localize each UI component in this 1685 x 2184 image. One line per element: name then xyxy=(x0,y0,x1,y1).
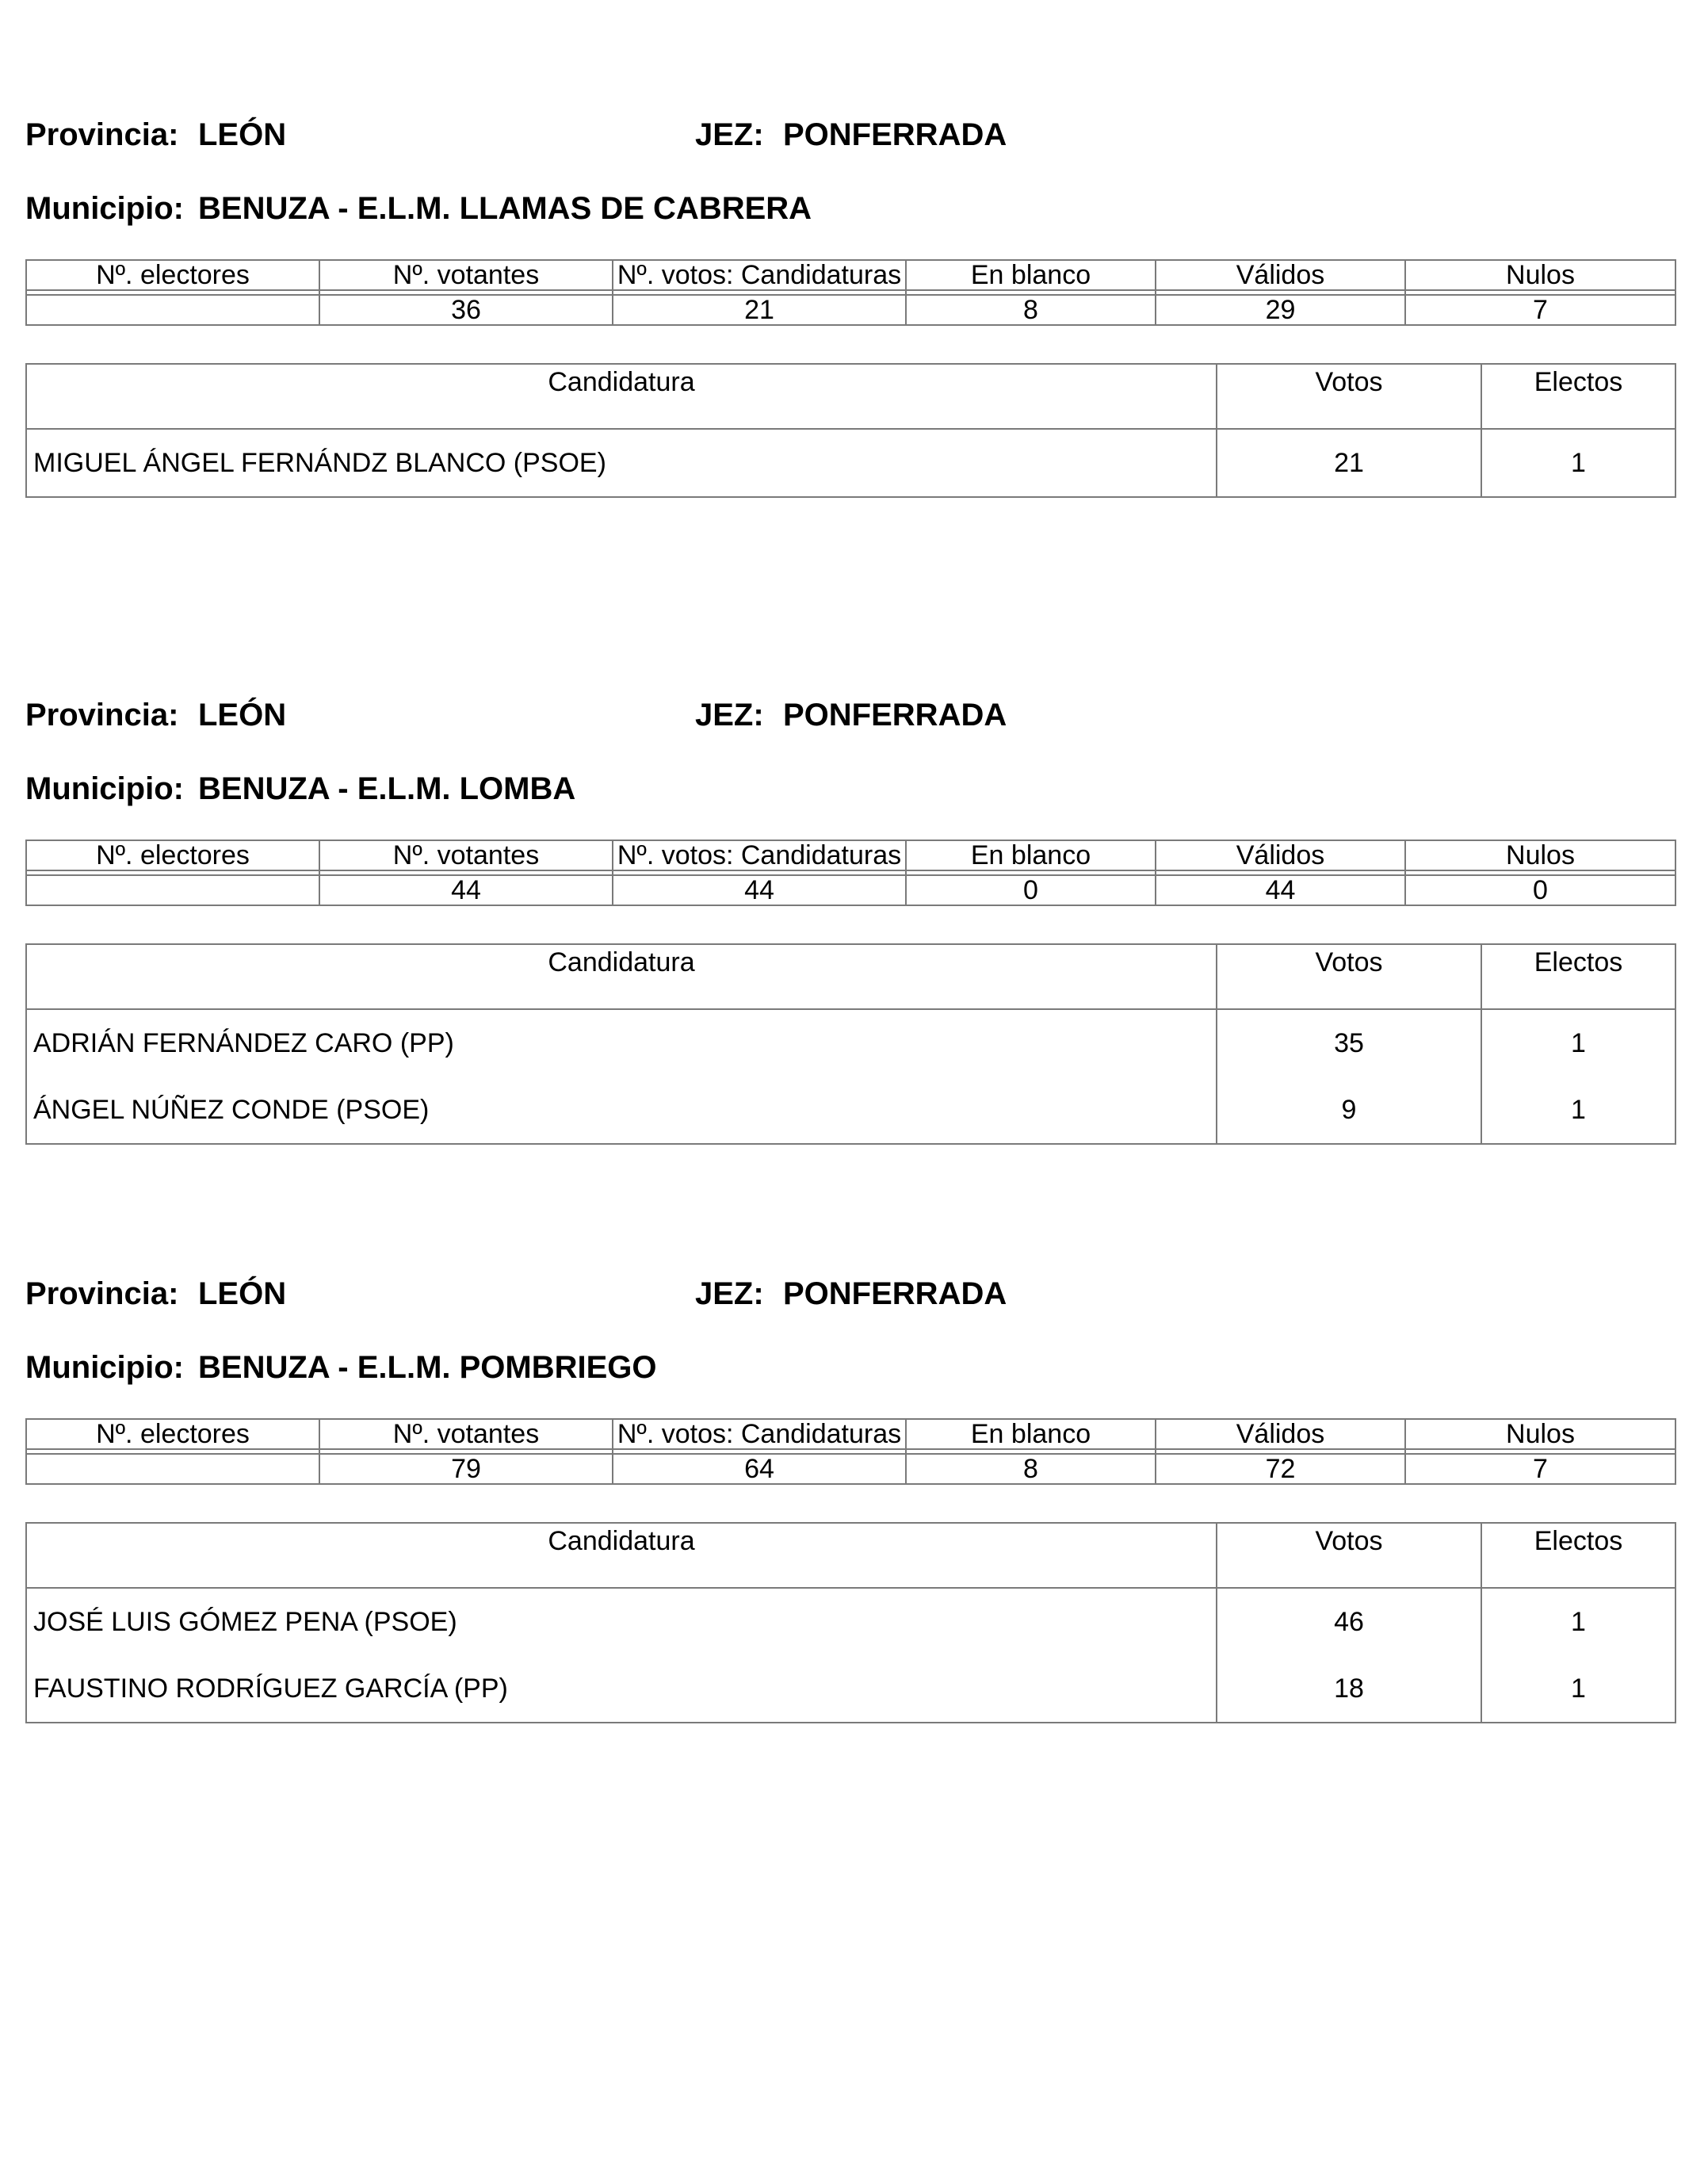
stats-value-votos-candidaturas: 64 xyxy=(613,1454,906,1484)
stats-value-electores xyxy=(26,295,319,325)
candidate-votos: 21 xyxy=(1217,429,1481,497)
stats-value-en-blanco: 8 xyxy=(906,295,1156,325)
stats-header-en-blanco: En blanco xyxy=(906,260,1156,290)
stats-header-validos: Válidos xyxy=(1156,840,1405,870)
stats-value-validos: 44 xyxy=(1156,875,1405,905)
municipality-section xyxy=(0,580,1685,1135)
votos-header: Votos xyxy=(1217,364,1481,429)
stats-table xyxy=(25,1418,1676,1485)
jez-value: PONFERRADA xyxy=(783,1276,1007,1311)
candidate-name: JOSÉ LUIS GÓMEZ PENA (PSOE) xyxy=(26,1588,1217,1655)
jez-label: JEZ: xyxy=(695,117,764,152)
stats-value-votos-candidaturas: 21 xyxy=(613,295,906,325)
candidate-electos: 1 xyxy=(1481,1655,1675,1723)
stats-header-electores: Nº. electores xyxy=(26,260,319,290)
municipio-label: Municipio: xyxy=(25,1350,184,1385)
candidate-votos: 35 xyxy=(1217,1009,1481,1077)
stats-header-validos: Válidos xyxy=(1156,1419,1405,1449)
stats-header-validos: Válidos xyxy=(1156,260,1405,290)
jez-label: JEZ: xyxy=(695,698,764,732)
provincia-value: LEÓN xyxy=(198,1276,287,1311)
stats-header-en-blanco: En blanco xyxy=(906,840,1156,870)
electos-header: Electos xyxy=(1481,364,1675,429)
candidate-name: ÁNGEL NÚÑEZ CONDE (PSOE) xyxy=(26,1077,1217,1144)
municipality-section xyxy=(0,1159,1685,1714)
stats-table xyxy=(25,840,1676,906)
candidate-electos: 1 xyxy=(1481,1588,1675,1655)
candidate-row xyxy=(26,429,1675,497)
candidate-row xyxy=(26,1077,1675,1144)
stats-value-validos: 72 xyxy=(1156,1454,1405,1484)
votos-header: Votos xyxy=(1217,1523,1481,1588)
candidatura-header: Candidatura xyxy=(26,364,1217,429)
candidates-table xyxy=(25,943,1676,1145)
municipio-label: Municipio: xyxy=(25,191,184,226)
candidatura-header: Candidatura xyxy=(26,1523,1217,1588)
jez-label: JEZ: xyxy=(695,1276,764,1311)
stats-value-votos-candidaturas: 44 xyxy=(613,875,906,905)
municipio-label: Municipio: xyxy=(25,771,184,806)
stats-value-en-blanco: 0 xyxy=(906,875,1156,905)
provincia-value: LEÓN xyxy=(198,117,287,152)
stats-header-votos-candidaturas: Nº. votos: Candidaturas xyxy=(613,840,906,870)
provincia-value: LEÓN xyxy=(198,698,287,732)
electos-header: Electos xyxy=(1481,1523,1675,1588)
stats-header-votos-candidaturas: Nº. votos: Candidaturas xyxy=(613,260,906,290)
candidate-electos: 1 xyxy=(1481,1077,1675,1144)
jez-value: PONFERRADA xyxy=(783,117,1007,152)
candidate-electos: 1 xyxy=(1481,429,1675,497)
stats-value-validos: 29 xyxy=(1156,295,1405,325)
stats-value-votantes: 36 xyxy=(319,295,613,325)
stats-header-nulos: Nulos xyxy=(1405,260,1675,290)
candidatura-header: Candidatura xyxy=(26,944,1217,1009)
municipio-value: BENUZA - E.L.M. POMBRIEGO xyxy=(198,1350,657,1385)
stats-value-nulos: 7 xyxy=(1405,295,1675,325)
municipio-value: BENUZA - E.L.M. LOMBA xyxy=(198,771,576,806)
candidates-table xyxy=(25,363,1676,498)
stats-table xyxy=(25,259,1676,326)
stats-value-votantes: 44 xyxy=(319,875,613,905)
provincia-label: Provincia: xyxy=(25,117,179,152)
stats-header-votantes: Nº. votantes xyxy=(319,260,613,290)
municipality-section xyxy=(0,0,1685,555)
stats-header-votos-candidaturas: Nº. votos: Candidaturas xyxy=(613,1419,906,1449)
provincia-label: Provincia: xyxy=(25,1276,179,1311)
stats-value-en-blanco: 8 xyxy=(906,1454,1156,1484)
stats-header-nulos: Nulos xyxy=(1405,840,1675,870)
stats-header-nulos: Nulos xyxy=(1405,1419,1675,1449)
candidate-votos: 18 xyxy=(1217,1655,1481,1723)
candidate-name: FAUSTINO RODRÍGUEZ GARCÍA (PP) xyxy=(26,1655,1217,1723)
jez-value: PONFERRADA xyxy=(783,698,1007,732)
candidate-electos: 1 xyxy=(1481,1009,1675,1077)
stats-header-votantes: Nº. votantes xyxy=(319,1419,613,1449)
votos-header: Votos xyxy=(1217,944,1481,1009)
electos-header: Electos xyxy=(1481,944,1675,1009)
candidate-votos: 46 xyxy=(1217,1588,1481,1655)
provincia-label: Provincia: xyxy=(25,698,179,732)
stats-value-electores xyxy=(26,1454,319,1484)
municipio-value: BENUZA - E.L.M. LLAMAS DE CABRERA xyxy=(198,191,812,226)
candidates-table xyxy=(25,1522,1676,1723)
stats-header-votantes: Nº. votantes xyxy=(319,840,613,870)
stats-value-nulos: 0 xyxy=(1405,875,1675,905)
stats-header-electores: Nº. electores xyxy=(26,1419,319,1449)
candidate-name: MIGUEL ÁNGEL FERNÁNDZ BLANCO (PSOE) xyxy=(26,429,1217,497)
candidate-row xyxy=(26,1588,1675,1655)
stats-header-electores: Nº. electores xyxy=(26,840,319,870)
stats-value-electores xyxy=(26,875,319,905)
candidate-row xyxy=(26,1009,1675,1077)
candidate-name: ADRIÁN FERNÁNDEZ CARO (PP) xyxy=(26,1009,1217,1077)
candidate-votos: 9 xyxy=(1217,1077,1481,1144)
stats-value-nulos: 7 xyxy=(1405,1454,1675,1484)
candidate-row xyxy=(26,1655,1675,1723)
stats-header-en-blanco: En blanco xyxy=(906,1419,1156,1449)
stats-value-votantes: 79 xyxy=(319,1454,613,1484)
